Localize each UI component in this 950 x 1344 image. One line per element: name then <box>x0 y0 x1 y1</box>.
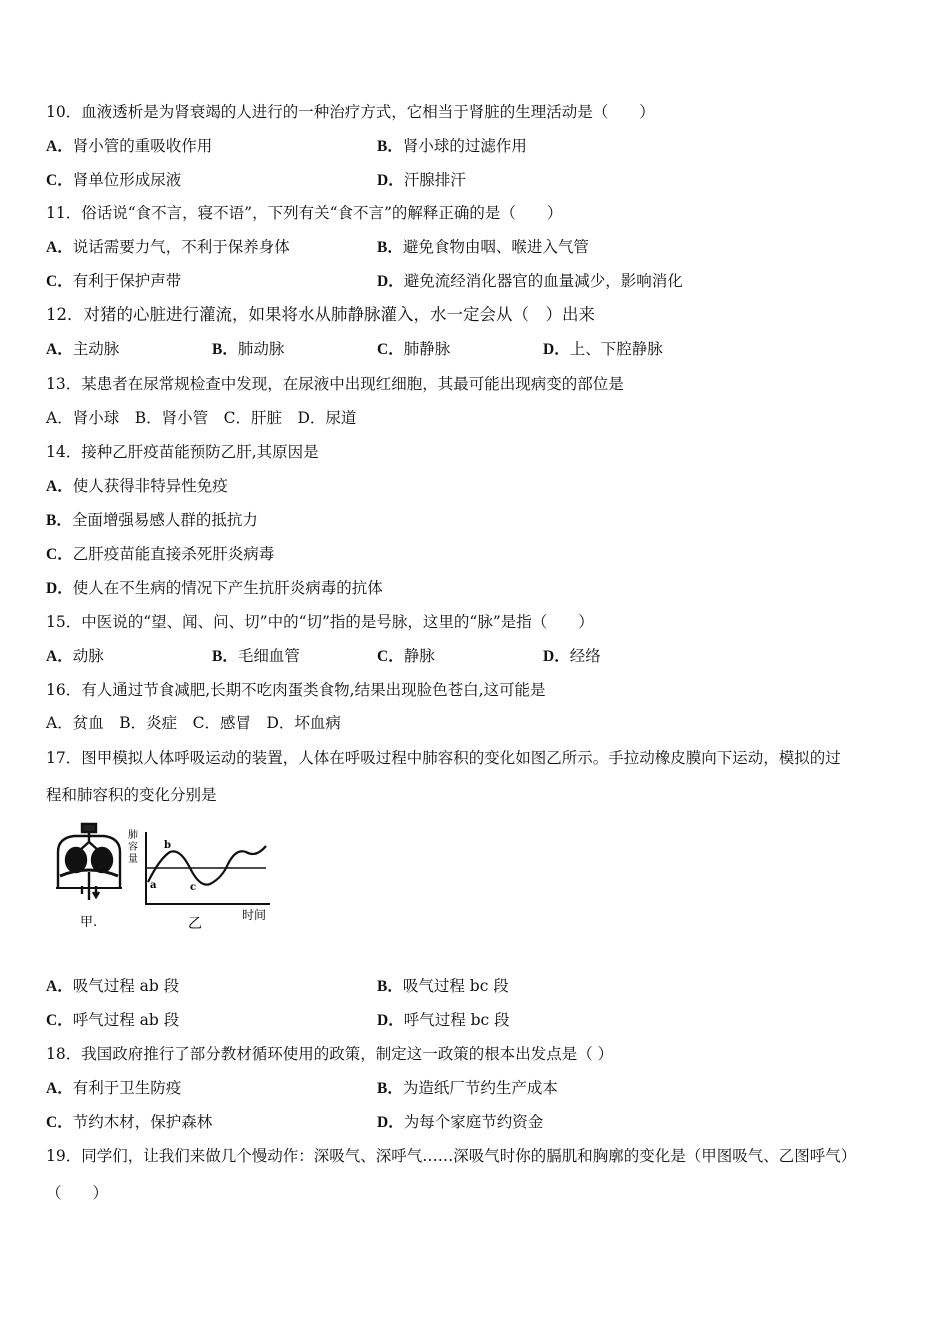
q18-option-a: A．有利于卫生防疫 <box>46 1079 182 1097</box>
q12-option-b: B．肺动脉 <box>212 340 285 358</box>
question-14-stem: 14．接种乙肝疫苗能预防乙肝,其原因是 <box>46 443 319 461</box>
q11-option-a: A．说话需要力气，不利于保养身体 <box>46 238 290 256</box>
q18-option-b: B．为造纸厂节约生产成本 <box>377 1079 558 1097</box>
q17-option-b: B．吸气过程 bc 段 <box>377 977 509 995</box>
q18-option-d: D．为每个家庭节约资金 <box>377 1113 544 1131</box>
point-a-label: a <box>150 880 157 891</box>
question-18-stem: 18．我国政府推行了部分教材循环使用的政策，制定这一政策的根本出发点是（ ） <box>46 1045 614 1063</box>
question-16-stem: 16．有人通过节食减肥,长期不吃肉蛋类食物,结果出现脸色苍白,这可能是 <box>46 681 546 699</box>
question-15-stem: 15．中医说的“望、闻、问、切”中的“切”指的是号脉，这里的“脉”是指（ ） <box>46 613 594 631</box>
q12-option-c: C．肺静脉 <box>377 340 451 358</box>
question-13-stem: 13．某患者在尿常规检查中发现，在尿液中出现红细胞，其最可能出现病变的部位是 <box>46 375 624 393</box>
q12-option-d: D．上、下腔静脉 <box>543 340 663 358</box>
y-axis-label-2: 容 <box>128 842 138 853</box>
figure-label-yi: 乙 <box>188 916 202 932</box>
q10-option-c: C．肾单位形成尿液 <box>46 171 182 189</box>
q11-option-c: C．有利于保护声带 <box>46 272 182 290</box>
q11-option-b: B．避免食物由咽、喉进入气管 <box>377 238 589 256</box>
q17-option-d: D．呼气过程 bc 段 <box>377 1011 510 1029</box>
question-19-stem-line1: 19．同学们，让我们来做几个慢动作：深吸气、深呼气……深吸气时你的膈肌和胸廓的变化是（甲图吸气、乙图呼气） <box>46 1147 857 1165</box>
q14-option-d: D．使人在不生病的情况下产生抗肝炎病毒的抗体 <box>46 579 383 597</box>
q14-option-a: A．使人获得非特异性免疫 <box>46 477 228 495</box>
q18-option-c: C．节约木材，保护森林 <box>46 1113 213 1131</box>
q14-option-b: B．全面增强易感人群的抵抗力 <box>46 511 258 529</box>
q10-option-a: A．肾小管的重吸收作用 <box>46 137 213 155</box>
y-axis-label-1: 肺 <box>128 830 138 841</box>
q11-option-d: D．避免流经消化器官的血量减少，影响消化 <box>377 272 683 290</box>
q17-option-c: C．呼气过程 ab 段 <box>46 1011 180 1029</box>
q12-option-a: A．主动脉 <box>46 340 120 358</box>
question-12-stem: 12．对猪的心脏进行灌流，如果将水从肺静脉灌入，水一定会从（ ）出来 <box>46 305 595 324</box>
y-axis-label-3: 量 <box>128 854 138 865</box>
q10-option-d: D．汗腺排汗 <box>377 171 466 189</box>
point-c-label: c <box>190 882 197 893</box>
q15-option-a: A．动脉 <box>46 647 104 665</box>
q15-option-b: B．毛细血管 <box>212 647 300 665</box>
q14-option-c: C．乙肝疫苗能直接杀死肝炎病毒 <box>46 545 275 563</box>
q17-option-a: A．吸气过程 ab 段 <box>46 977 180 995</box>
question-11-stem: 11．俗话说“食不言，寝不语”，下列有关“食不言”的解释正确的是（ ） <box>46 204 563 222</box>
bell-jar-model <box>56 824 122 900</box>
question-17-stem-line2: 程和肺容积的变化分别是 <box>46 786 217 804</box>
question-17-stem-line1: 17．图甲模拟人体呼吸运动的装置，人体在呼吸过程中肺容积的变化如图乙所示。手拉动橡皮膜向下运动，模拟的过 <box>46 749 841 767</box>
question-10-stem: 10．血液透析是为肾衰竭的人进行的一种治疗方式，它相当于肾脏的生理活动是（ ） <box>46 103 655 121</box>
figure-label-jia: 甲. <box>80 915 98 930</box>
q13-options: A．肾小球 B．肾小管 C．肝脏 D．尿道 <box>46 409 357 427</box>
q15-option-d: D．经络 <box>543 647 601 665</box>
q10-option-b: B．肾小球的过滤作用 <box>377 137 527 155</box>
question-19-stem-line2: （ ） <box>46 1184 109 1202</box>
x-axis-label: 时间 <box>242 908 267 922</box>
q16-options: A．贫血 B．炎症 C．感冒 D．坏血病 <box>46 714 341 732</box>
q15-option-c: C．静脉 <box>377 647 435 665</box>
point-b-label: b <box>164 840 171 851</box>
breathing-model-figure <box>52 820 274 946</box>
